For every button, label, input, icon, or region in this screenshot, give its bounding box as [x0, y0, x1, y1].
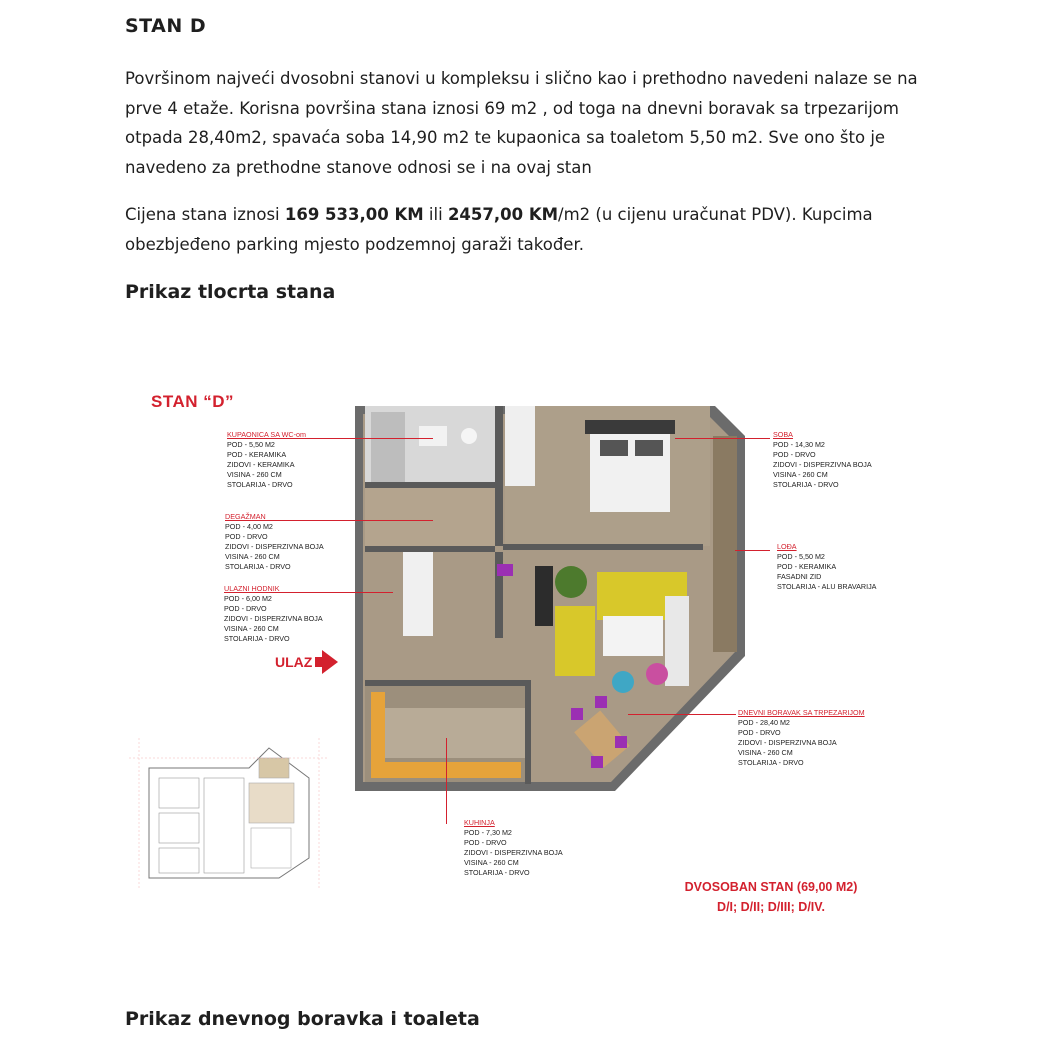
room-spec: POD - DRVO	[464, 838, 507, 847]
room-spec: VISINA - 260 CM	[773, 470, 828, 479]
room-spec: FASADNI ZID	[777, 572, 822, 581]
room-spec: ZIDOVI - DISPERZIVNA BOJA	[738, 738, 837, 747]
room-spec: STOLARIJA - DRVO	[773, 480, 839, 489]
room-label-degazman	[225, 512, 324, 572]
room-spec: POD - DRVO	[224, 604, 267, 613]
room-spec: POD - DRVO	[225, 532, 268, 541]
summary-units: D/I; D/II; D/III; D/IV.	[717, 900, 825, 914]
room-name: KUHINJA	[464, 818, 495, 827]
leader-boravak	[628, 714, 736, 715]
leader-loda	[735, 550, 770, 551]
room-spec: STOLARIJA - ALU BRAVARIJA	[777, 582, 877, 591]
site-plan-illustration	[129, 738, 329, 888]
description-paragraph: Površinom najveći dvosobni stanovi u kompleksu i slično kao i prethodno navedeni nalaze se na prve 4 etaže. Korisna površina stana iznosi 69 m2 , od toga na dnevni boravak sa trpezarijom otpada 28,40m2, spavaća soba 14,90 m2 te kupaonica sa toaletom 5,50 m2. Sve ono što je navedeno za prethodne stanove odnosi se i na ovaj stan	[125, 69, 918, 177]
room-spec: POD - 4,00 M2	[225, 522, 273, 531]
price-paragraph	[125, 200, 925, 259]
summary-type: DVOSOBAN STAN (69,00 M2)	[684, 880, 858, 894]
room-spec: POD - 28,40 M2	[738, 718, 790, 727]
room-spec: ZIDOVI - DISPERZIVNA BOJA	[224, 614, 323, 623]
room-spec: VISINA - 260 CM	[464, 858, 519, 867]
figure-title: STAN “D”	[151, 392, 235, 411]
leader-kuhinja	[446, 738, 447, 824]
price-total: 169 533,00 KM	[284, 205, 424, 224]
price-text-2: ili	[423, 205, 448, 224]
page-title: STAN D	[125, 15, 207, 37]
room-spec: VISINA - 260 CM	[224, 624, 279, 633]
room-spec: STOLARIJA - DRVO	[225, 562, 291, 571]
price-text-3: /m2 (u cijenu uračunat PDV). Kupcima obezbjeđeno parking mjesto podzemnoj garaži također.	[125, 205, 873, 254]
room-spec: ZIDOVI - DISPERZIVNA BOJA	[225, 542, 324, 551]
room-label-boravak	[738, 708, 865, 768]
room-spec: POD - 6,00 M2	[224, 594, 272, 603]
room-name: KUPAONICA SA WC-om	[227, 430, 306, 439]
price-per-m2: 2457,00 KM	[447, 205, 559, 224]
room-spec: POD - DRVO	[773, 450, 816, 459]
entrance-arrow-icon	[322, 650, 338, 674]
apartment-summary	[656, 877, 886, 917]
room-label-loda	[777, 542, 876, 592]
room-label-soba	[773, 430, 872, 490]
room-spec: POD - 14,30 M2	[773, 440, 825, 449]
room-name: DEGAŽMAN	[225, 512, 266, 521]
room-spec: VISINA - 260 CM	[738, 748, 793, 757]
room-spec: POD - 7,30 M2	[464, 828, 512, 837]
room-spec: VISINA - 260 CM	[225, 552, 280, 561]
heading-floor-plan: Prikaz tlocrta stana	[125, 281, 336, 303]
floor-plan-figure	[123, 372, 905, 940]
room-spec: STOLARIJA - DRVO	[224, 634, 290, 643]
room-label-kuhinja	[464, 818, 563, 878]
room-spec: POD - KERAMIKA	[777, 562, 837, 571]
room-label-kupaonica	[227, 430, 306, 490]
room-spec: POD - DRVO	[738, 728, 781, 737]
room-spec: ZIDOVI - DISPERZIVNA BOJA	[464, 848, 563, 857]
room-name: SOBA	[773, 430, 793, 439]
floor-plan-illustration	[345, 396, 755, 796]
room-spec: POD - KERAMIKA	[227, 450, 287, 459]
room-spec: POD - 5,50 M2	[227, 440, 275, 449]
price-text-1: Cijena stana iznosi	[125, 205, 285, 224]
room-spec: STOLARIJA - DRVO	[464, 868, 530, 877]
room-name: ULAZNI HODNIK	[224, 584, 280, 593]
entrance-label: ULAZ	[275, 654, 313, 670]
room-spec: STOLARIJA - DRVO	[227, 480, 293, 489]
room-spec: ZIDOVI - DISPERZIVNA BOJA	[773, 460, 872, 469]
room-name: LOĐA	[777, 542, 797, 551]
room-spec: VISINA - 260 CM	[227, 470, 282, 479]
room-name: DNEVNI BORAVAK SA TRPEZARIJOM	[738, 708, 865, 717]
heading-living-room: Prikaz dnevnog boravka i toaleta	[125, 1008, 480, 1030]
room-spec: POD - 5,50 M2	[777, 552, 825, 561]
room-label-hodnik	[224, 584, 323, 644]
room-spec: ZIDOVI - KERAMIKA	[227, 460, 295, 469]
room-spec: STOLARIJA - DRVO	[738, 758, 804, 767]
leader-soba	[675, 438, 770, 439]
